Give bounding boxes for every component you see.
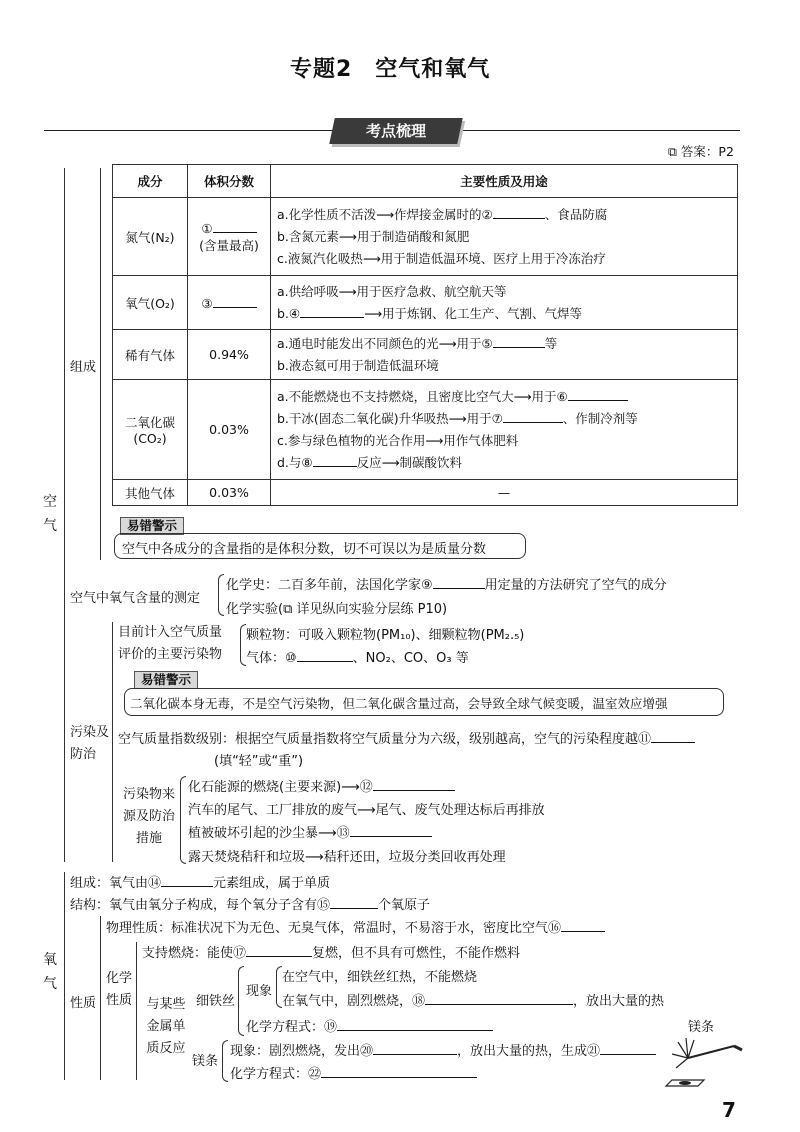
oxygen-measure-label: 空气中氧气含量的测定 [70, 591, 201, 606]
measure-brace [218, 574, 224, 616]
warning-text: 二氧化碳本身无毒，不是空气污染物，但二氧化碳含量过高，会导致全球气候变暖，温室效应增强 [130, 696, 668, 711]
chem-brace [136, 942, 137, 1080]
iron-label: 细铁丝 [196, 994, 236, 1009]
mg-equation: 化学方程式：㉒ [230, 1063, 477, 1082]
section-rule-right [462, 130, 740, 131]
source-item: 化石能源的燃烧(主要来源)⟶⑫ [188, 776, 455, 795]
oxygen-structure: 结构：氧气由氧分子构成，每个氧分子含有⑮ 个氧原子 [70, 898, 431, 913]
properties-brace [100, 916, 101, 1080]
page-number: 7 [722, 1098, 736, 1122]
physical-properties: 物理性质：标准状况下为无色、无臭气体，常温时，不易溶于水，密度比空气⑯ [106, 917, 605, 936]
mg-brace [222, 1040, 228, 1082]
composition-label: 组成 [70, 360, 97, 375]
book-icon: ⧉ [283, 602, 293, 617]
table-row: 稀有气体 0.94% a.通电时能发出不同颜色的光⟶用于⑤ 等 b.液态氦可用于制造低温环境 [113, 330, 738, 380]
particles-line: 颗粒物：可吸入颗粒物(PM₁₀)、细颗粒物(PM₂.₅) [246, 628, 525, 643]
table-row: 二氧化碳 (CO₂) 0.03% a.不能燃烧也不支持燃烧，且密度比空气大⟶用于⑥ b.干冰(固态二氧化碳)升华吸热⟶用于⑦ 、作制冷剂等 c.参与绿色植物的光合作用⟶用作气体肥料 d.与⑧ 反应⟶制碳酸饮料 [113, 380, 738, 480]
section-rule-left [44, 130, 334, 131]
oxygen-label: 氧 气 [43, 952, 57, 992]
source-item: 植被破坏引起的沙尘暴⟶⑬ [188, 822, 432, 841]
gases-line: 气体：⑩ 、NO₂、CO、O₃ 等 [246, 651, 469, 666]
book-icon: ⧉ [668, 144, 677, 159]
pollutants-label: 目前计入空气质量 评价的主要污染物 [118, 625, 223, 662]
warning-text: 空气中各成分的含量指的是体积分数，切不可误以为是质量分数 [122, 542, 487, 557]
phenomenon-label: 现象 [246, 984, 273, 999]
warning-tag: 易错警示 [120, 517, 184, 535]
composition-brace [100, 168, 101, 560]
table-row: 氮气(N₂) ① (含量最高) a.化学性质不活泼⟶作焊接金属时的② 、食品防腐 b.含氮元素⟶用于制造硝酸和氮肥 c.液氮汽化吸热⟶用于制造低温环境、医疗上用于冷冻治疗 [113, 198, 738, 276]
aqi-hint: (填“轻”或“重”) [214, 754, 304, 769]
experiment-line: 化学实验(⧉ 详见纵向实验分层练 P10) [226, 602, 448, 617]
page-title: 专题2 空气和氧气 [290, 57, 491, 82]
magnesium-burning-figure [664, 1032, 748, 1088]
warning-tag: 易错警示 [134, 671, 198, 689]
history-line: 化学史：二百多年前，法国化学家⑨ 用定量的方法研究了空气的成分 [226, 578, 667, 593]
metal-label: 与某些 金属单 质反应 [146, 997, 186, 1056]
table-row: 氧气(O₂) ③ a.供给呼吸⟶用于医疗急救、航空航天等 b.④ ⟶用于炼钢、化工生产、气割、气焊等 [113, 276, 738, 330]
iron-in-air: 在空气中，细铁丝红热，不能燃烧 [282, 970, 478, 985]
source-item: 汽车的尾气、工厂排放的废气⟶尾气、废气处理达标后再排放 [188, 803, 545, 818]
sources-brace [180, 776, 186, 864]
composition-table [112, 164, 738, 506]
figure-label: 镁条 [688, 1020, 715, 1035]
iron-in-oxygen: 在氧气中，剧烈燃烧，⑱ ，放出大量的热 [282, 994, 665, 1009]
sources-label: 污染物来 源及防治 措施 [122, 787, 175, 846]
oxygen-composition: 组成：氧气由⑭ 元素组成，属于单质 [70, 876, 331, 891]
answer-reference: ⧉ 答案：P2 [668, 144, 734, 159]
chem-label: 化学 性质 [106, 971, 133, 1008]
properties-label: 性质 [70, 996, 97, 1011]
mg-phenomenon: 现象：剧烈燃烧，发出⑳ ，放出大量的热，生成㉑ [230, 1040, 656, 1059]
table-row: 其他气体 0.03% — [113, 480, 738, 506]
air-label: 空 气 [43, 494, 57, 534]
combustion-line: 支持燃烧：能使⑰ 复燃，但不具有可燃性，不能作燃料 [142, 946, 521, 961]
section-banner: 考点梳理 [329, 118, 463, 144]
table-header-row: 成分 体积分数 主要性质及用途 [113, 165, 738, 198]
aqi-line: 空气质量指数级别：根据空气质量指数将空气质量分为六级，级别越高，空气的污染程度越⑪ [118, 728, 695, 747]
oxygen-brace [64, 872, 65, 1080]
iron-equation: 化学方程式：⑲ [246, 1016, 493, 1035]
pollution-label: 污染及 防治 [70, 725, 110, 762]
iron-brace [238, 966, 244, 1036]
mg-label: 镁条 [192, 1054, 219, 1069]
source-item: 露天焚烧秸秆和垃圾⟶秸秆还田，垃圾分类回收再处理 [188, 850, 506, 865]
air-brace [64, 168, 65, 862]
pollution-brace [112, 622, 113, 862]
